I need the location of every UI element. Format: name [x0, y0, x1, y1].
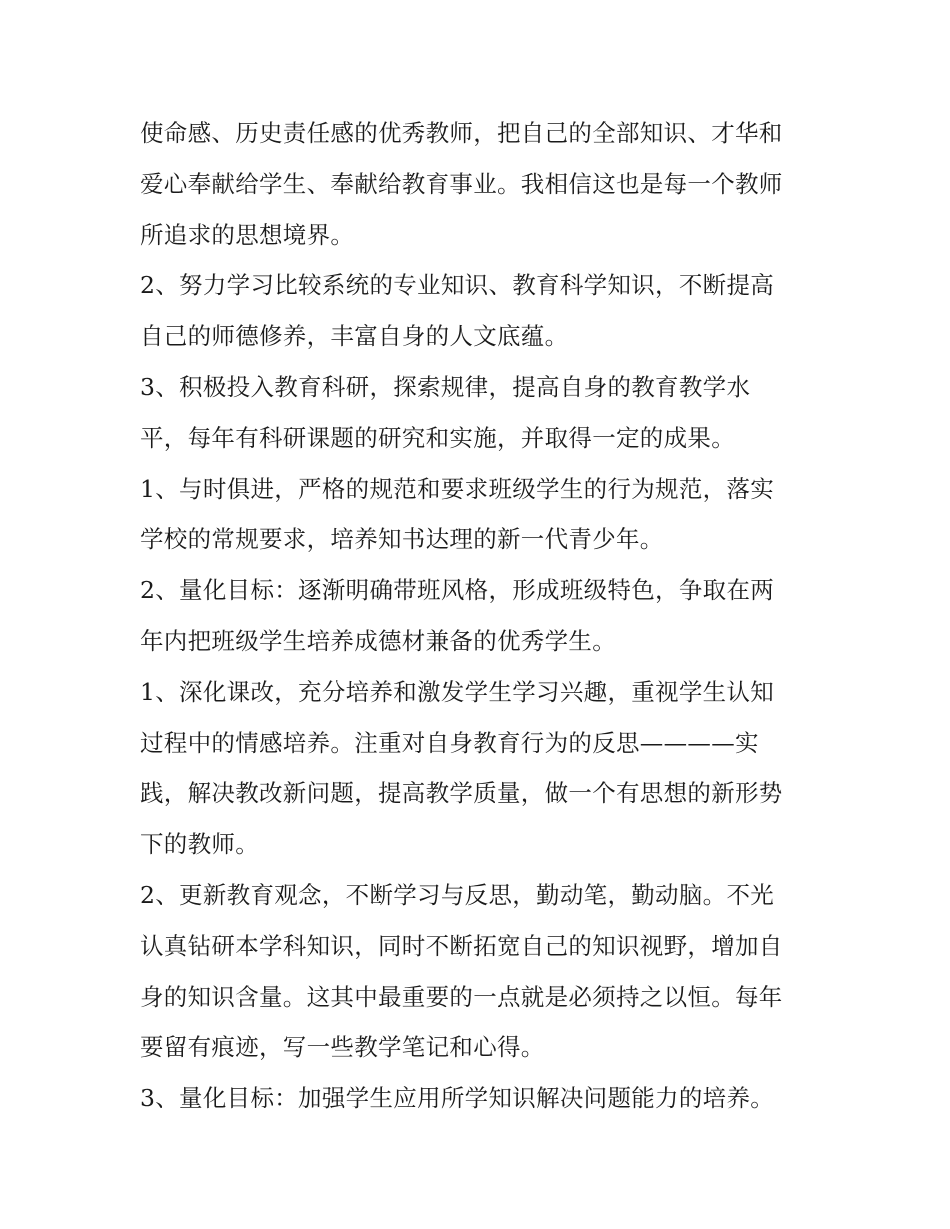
text-line: 过程中的情感培养。注重对自身教育行为的反思————实	[140, 728, 759, 757]
text-line: 1、深化课改，充分培养和激发学生学习兴趣，重视学生认知	[140, 677, 775, 706]
text-line: 所追求的思想境界。	[140, 220, 355, 249]
text-line: 自己的师德修养，丰富自身的人文底蕴。	[140, 322, 569, 351]
text-line: 年内把班级学生培养成德材兼备的优秀学生。	[140, 626, 616, 655]
text-line: 认真钻研本学科知识，同时不断拓宽自己的知识视野，增加自	[140, 931, 783, 960]
text-line: 3、积极投入教育科研，探索规律，提高自身的教育教学水	[140, 372, 751, 401]
text-line: 3、量化目标：加强学生应用所学知识解决问题能力的培养。	[140, 1084, 775, 1113]
text-line: 2、更新教育观念，不断学习与反思，勤动笔，勤动脑。不光	[140, 880, 775, 909]
text-line: 2、量化目标：逐渐明确带班风格，形成班级特色，争取在两	[140, 576, 775, 605]
text-line: 学校的常规要求，培养知书达理的新一代青少年。	[140, 525, 664, 554]
text-line: 1、与时俱进，严格的规范和要求班级学生的行为规范，落实	[140, 474, 775, 503]
text-line: 爱心奉献给学生、奉献给教育事业。我相信这也是每一个教师	[140, 169, 783, 198]
text-line: 身的知识含量。这其中最重要的一点就是必须持之以恒。每年	[140, 982, 783, 1011]
text-line: 使命感、历史责任感的优秀教师，把自己的全部知识、才华和	[140, 119, 783, 147]
text-line: 平，每年有科研课题的研究和实施，并取得一定的成果。	[140, 423, 735, 452]
text-line: 践，解决教改新问题，提高教学质量，做一个有思想的新形势	[140, 779, 783, 808]
text-line: 下的教师。	[140, 830, 259, 859]
document-body	[140, 108, 820, 1124]
text-line: 要留有痕迹，写一些教学笔记和心得。	[140, 1033, 545, 1062]
text-line: 2、努力学习比较系统的专业知识、教育科学知识，不断提高	[140, 271, 775, 300]
